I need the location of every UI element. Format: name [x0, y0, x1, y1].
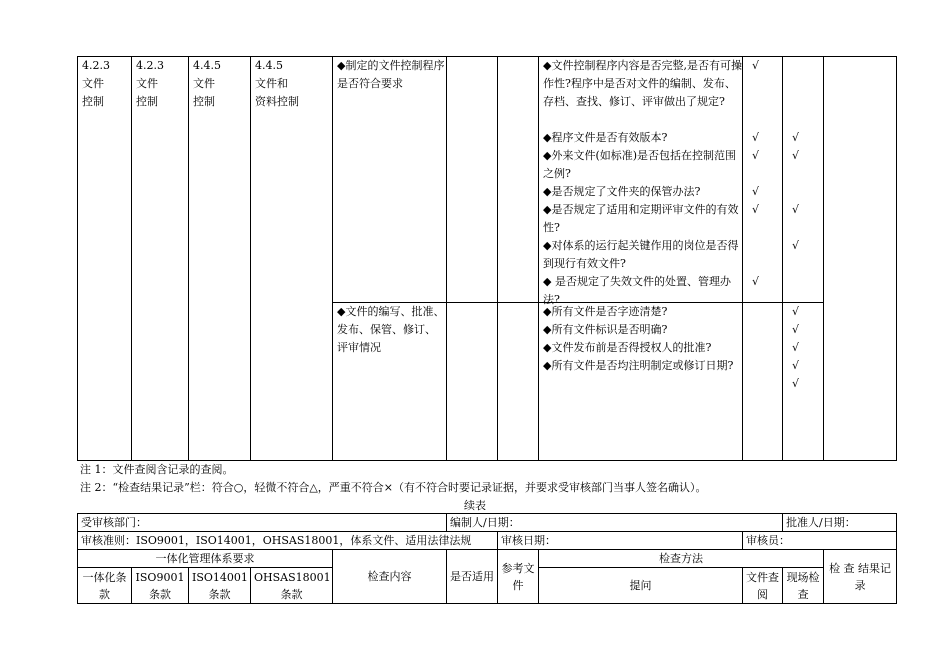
doc-check-mark: √ [752, 203, 760, 216]
prepared-by-field: 编制人/日期： [447, 514, 783, 532]
question-item: ◆所有文件是否字迹清楚? [543, 305, 668, 318]
question-item: ◆外来文件(如标准)是否包括在控制范围之例? [543, 149, 737, 180]
check-content-header: 检查内容 [333, 550, 447, 604]
approved-by-field: 批准人/日期： [783, 514, 897, 532]
question-header: 提问 [539, 568, 743, 604]
doc-check-mark [743, 303, 782, 321]
audit-date-field: 审核日期： [498, 532, 743, 550]
site-check-mark: √ [792, 239, 800, 252]
note-2: 注 2：“检查结果记录”栏：符合○，轻微不符合△，严重不符合×（有不符合时要记录证据，并要求受审核部门当事人签名确认）。 [80, 481, 707, 494]
system-requirements-header: 一体化管理体系要求 [78, 550, 333, 568]
reference-cell [498, 57, 539, 303]
doc-review-cell [743, 57, 783, 303]
site-check-cell [783, 303, 824, 461]
site-check-mark: √ [792, 359, 800, 372]
continuation-header-table [77, 513, 897, 604]
site-check-mark: √ [792, 131, 800, 144]
audit-checklist-table [77, 56, 897, 461]
question-item: ◆文件控制程序内容是否完整,是否有可操作性?程序中是否对文件的编制、发布、存档、查找、修订、评审做出了规定? [543, 59, 742, 108]
site-check-header: 现场检查 [783, 568, 824, 604]
integrated-clause-header: 一体化条款 [78, 568, 132, 604]
doc-check-mark: √ [752, 59, 760, 72]
clause-integrated-cell: 4.2.3 文件 控制 [78, 57, 132, 461]
iso9001-clause-header: ISO9001 条款 [132, 568, 189, 604]
applicable-cell [447, 57, 498, 303]
reference-header: 参考文件 [498, 550, 539, 604]
site-check-mark: √ [792, 341, 800, 354]
applicable-header: 是否适用 [447, 550, 498, 604]
question-item: ◆所有文件是否均注明制定或修订日期? [543, 359, 734, 372]
site-check-cell [783, 57, 824, 303]
applicable-cell [447, 303, 498, 461]
site-check-mark: √ [792, 203, 800, 216]
question-cell [539, 303, 743, 461]
site-check-mark: √ [792, 377, 800, 390]
doc-check-mark: √ [752, 149, 760, 162]
site-check-mark [783, 273, 823, 291]
ohsas18001-clause-header: OHSAS18001 条款 [251, 568, 333, 604]
doc-check-mark [743, 339, 782, 357]
doc-check-mark [743, 321, 782, 339]
site-check-mark [783, 183, 823, 201]
question-item: ◆是否规定了适用和定期评审文件的有效性? [543, 203, 739, 234]
doc-review-cell [743, 303, 783, 461]
clause-ohsas-cell: 4.4.5 文件和 资料控制 [251, 57, 333, 461]
doc-check-mark [743, 357, 782, 375]
result-record-cell [824, 57, 897, 461]
auditor-field: 审核员： [743, 532, 897, 550]
check-content-cell: ◆制定的文件控制程序是否符合要求 [333, 57, 447, 303]
iso14001-clause-header: ISO14001 条款 [189, 568, 251, 604]
question-item: ◆程序文件是否有效版本? [543, 131, 668, 144]
question-item: ◆是否规定了文件夹的保管办法? [543, 185, 701, 198]
result-record-header: 检 查 结果记录 [824, 550, 897, 604]
site-check-mark: √ [792, 305, 800, 318]
audited-dept-field: 受审核部门： [78, 514, 447, 532]
audit-criteria-field: 审核准则：ISO9001，ISO14001，OHSAS18001，体系文件、适用法律法规 [78, 532, 498, 550]
note-1: 注 1：文件查阅含记录的查阅。 [80, 463, 234, 476]
check-method-header: 检查方法 [539, 550, 824, 568]
question-item: ◆所有文件标识是否明确? [543, 323, 668, 336]
doc-check-mark: √ [752, 275, 760, 288]
question-item: ◆对体系的运行起关键作用的岗位是否得到现行有效文件? [543, 239, 739, 270]
doc-check-mark: √ [752, 131, 760, 144]
doc-check-mark [743, 237, 782, 255]
question-item: ◆ 是否规定了失效文件的处置、管理办法? [543, 275, 731, 306]
clause-iso14001-cell: 4.4.5 文件 控制 [189, 57, 251, 461]
doc-review-header: 文件查阅 [743, 568, 783, 604]
clause-iso9001-cell: 4.2.3 文件 控制 [132, 57, 189, 461]
continued-label: 续表 [464, 499, 486, 512]
reference-cell [498, 303, 539, 461]
check-content-cell: ◆文件的编写、批准、发布、保管、修订、评审情况 [333, 303, 447, 461]
site-check-mark: √ [792, 149, 800, 162]
question-item: ◆文件发布前是否得授权人的批准? [543, 341, 712, 354]
site-check-mark: √ [792, 323, 800, 336]
doc-check-mark: √ [752, 185, 760, 198]
site-check-mark [783, 57, 823, 75]
question-cell [539, 57, 743, 306]
